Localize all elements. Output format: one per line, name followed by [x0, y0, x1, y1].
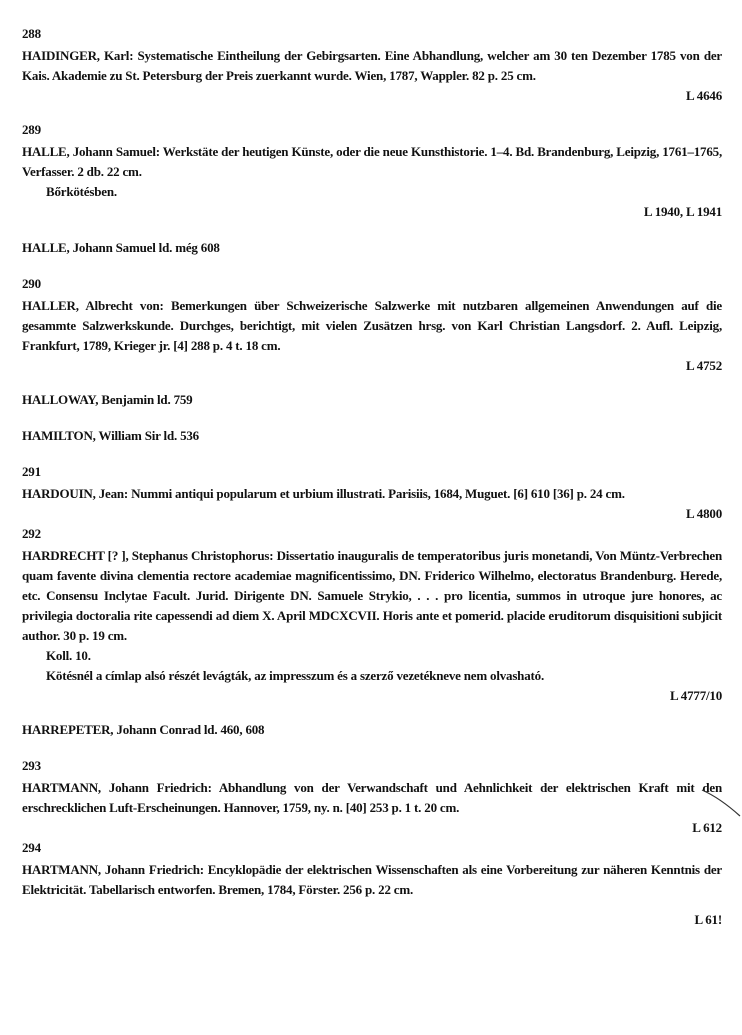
call-number: L 1940, L 1941: [643, 204, 722, 219]
entry-288: [22, 24, 722, 106]
cross-reference-text: HARREPETER, Johann Conrad ld. 460, 608: [22, 722, 265, 737]
entry-293: [22, 756, 722, 838]
call-number: L 4800: [685, 506, 722, 521]
cross-reference-text: HALLE, Johann Samuel ld. még 608: [22, 240, 220, 255]
entry-number: 291: [22, 464, 41, 479]
entry-number: 290: [22, 276, 41, 291]
entry-note: Bőrkötésben.: [46, 184, 117, 199]
entry-description: HARDRECHT [? ], Stephanus Christophorus: Dissertatio inauguralis de temperatoribus juris monetandi, Von Müntz-Verbrechen quam favente divina clementia rectore academiae magnificentissimo, DN. Friderico Wilhelmo, electoratus Brandenburg. Herede, etc. Consensu Inclytae Facult. Jurid. Dirigente DN. Samuele Strykio, . . . pro licentia, summos in utroque jure honores, ac privilegia doctoralia rite capessendi ad diem X. April MDCXCVII. Horis ante et pomerid. placide eruditorum disquisitioni subjicit author. 30 p. 19 cm.: [22, 548, 722, 643]
entry-289: [22, 120, 722, 222]
cross-reference-text: HALLOWAY, Benjamin ld. 759: [22, 392, 193, 407]
cross-reference: [22, 390, 722, 410]
cross-reference: [22, 238, 722, 258]
cross-reference: [22, 426, 722, 446]
entry-290: [22, 274, 722, 376]
call-number: L 4646: [685, 88, 722, 103]
catalog-page: [22, 24, 722, 930]
entry-291: [22, 462, 722, 524]
entry-note-detail: Kötésnél a címlap alsó részét levágták, az impresszum és a szerző vezetékneve nem olvasható.: [46, 668, 544, 683]
entry-description: HARDOUIN, Jean: Nummi antiqui popularum et urbium illustrati. Parisiis, 1684, Muguet. [6] 610 [36] p. 24 cm.: [22, 486, 625, 501]
cross-reference: [22, 720, 722, 740]
cross-reference-text: HAMILTON, William Sir ld. 536: [22, 428, 199, 443]
call-number: L 612: [692, 820, 722, 835]
entry-number: 292: [22, 526, 41, 541]
entry-number: 288: [22, 26, 41, 41]
entry-note: Koll. 10.: [46, 648, 91, 663]
entry-294: [22, 838, 722, 930]
entry-292: [22, 524, 722, 706]
entry-description: HARTMANN, Johann Friedrich: Abhandlung von der Verwandschaft und Aehnlichkeit der elektrischen Kraft mit den erschrecklichen Luft-Erscheinungen. Hannover, 1759, ny. n. [40] 253 p. 1 t. 20 cm.: [22, 780, 722, 815]
entry-number: 293: [22, 758, 41, 773]
entry-description: HAIDINGER, Karl: Systematische Eintheilung der Gebirgsarten. Eine Abhandlung, welcher am 30 ten Dezember 1785 von der Kais. Akademie zu St. Petersburg der Preis zuerkannt wurde. Wien, 1787, Wappler. 82 p. 25 cm.: [22, 48, 722, 83]
entry-description: HARTMANN, Johann Friedrich: Encyklopädie der elektrischen Wissenschaften als eine Vorbereitung zur näheren Kenntnis der Elektricität. Tabellarisch entworfen. Bremen, 1784, Förster. 256 p. 22 cm.: [22, 862, 722, 897]
scan-mark: [700, 788, 742, 818]
entry-number: 294: [22, 840, 41, 855]
entry-number: 289: [22, 122, 41, 137]
entry-description: HALLER, Albrecht von: Bemerkungen über Schweizerische Salzwerke mit nutzbaren allgemeinen Anwendungen auf die gesammte Salzwerkskunde. Durchges, berichtigt, mit vielen Zusätzen hrsg. von Karl Christian Langsdorf. 2. Aufl. Leipzig, Frankfurt, 1789, Krieger jr. [4] 288 p. 4 t. 18 cm.: [22, 298, 722, 353]
entry-description: HALLE, Johann Samuel: Werkstäte der heutigen Künste, oder die neue Kunsthistorie. 1–4. Bd. Brandenburg, Leipzig, 1761–1765, Verfasser. 2 db. 22 cm.: [22, 144, 722, 179]
call-number: L 61!: [694, 912, 722, 927]
call-number: L 4752: [685, 358, 722, 373]
call-number: L 4777/10: [669, 688, 722, 703]
